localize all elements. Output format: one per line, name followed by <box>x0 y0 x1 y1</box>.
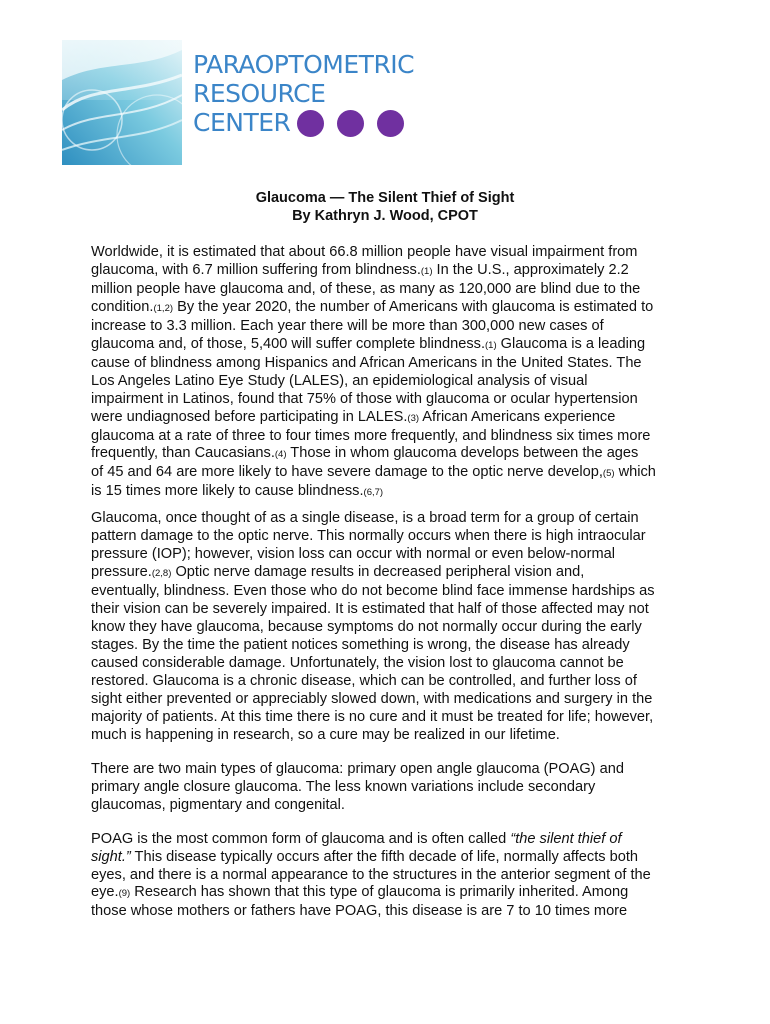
paragraph-4 <box>91 831 691 922</box>
text-line: glaucomas, pigmentary and congenital. <box>91 796 345 813</box>
text-line: of 45 and 64 are more likely to have severe damage to the optic nerve develop,(5) which <box>91 464 656 481</box>
text-line: Worldwide, it is estimated that about 66.8 million people have visual impairment from <box>91 244 638 260</box>
purple-dot-icon <box>297 110 324 137</box>
citation: (4) <box>274 449 287 461</box>
text-line: increase to 3.3 million. Each year there will be more than 300,000 new cases of <box>91 317 604 334</box>
article-title: Glaucoma — The Silent Thief of Sight <box>255 190 515 206</box>
text-line: restored. Glaucoma is a chronic disease, which can be controlled, and further loss of <box>91 672 637 689</box>
citation: (6,7) <box>363 487 384 499</box>
citation: (1) <box>485 339 497 351</box>
text-line: stages. By the time the patient notices something is wrong, the disease has already <box>91 637 630 654</box>
text-line: sight either prevented or appreciably slowed down, with medications and surgery in the <box>91 690 653 707</box>
text-line: primary angle closure glaucoma. The less known variations include secondary <box>91 778 596 795</box>
text-line: pattern damage to the optic nerve. This normally occurs when there is high intraocular <box>91 528 646 545</box>
purple-dot-icon <box>377 110 404 137</box>
text-line: is 15 times more likely to cause blindness.(6,7) <box>91 483 384 500</box>
text-line: caused considerable damage. Unfortunately, the vision lost to glaucoma cannot be <box>91 654 624 671</box>
text-line: much is happening in research, so a cure may be realized in our lifetime. <box>91 726 560 743</box>
text-line: glaucoma at a rate of three to four times more frequently, and blindness six times more <box>91 427 651 444</box>
text-line: eventually, blindness. Even those who do not become blind face immense hardships as <box>91 583 655 600</box>
text-line: glaucoma, with 6.7 million suffering from blindness.(1) In the U.S., approximately 2.2 <box>91 261 629 278</box>
text-line: glaucoma and, of those, 5,400 will suffer complete blindness.(1) Glaucoma is a leading <box>91 335 646 352</box>
logo-line-1: PARAOPTOMETRIC <box>193 50 415 79</box>
text-line: Glaucoma, once thought of as a single disease, is a broad term for a group of certain <box>91 510 639 527</box>
text-line: There are two main types of glaucoma: primary open angle glaucoma (POAG) and <box>91 760 624 777</box>
article-header <box>0 189 770 225</box>
logo-wave-graphic <box>62 40 182 165</box>
text-line: eye.(9) Research has shown that this type of glaucoma is primarily inherited. Among <box>91 884 629 901</box>
purple-dot-icon <box>337 110 364 137</box>
citation: (9) <box>118 888 131 900</box>
text-line: POAG is the most common form of glaucoma and is often called “the silent thief of <box>91 830 622 847</box>
text-line: cause of blindness among Hispanics and African Americans in the United States. The <box>91 354 642 371</box>
text-line: sight.” This disease typically occurs after the fifth decade of life, normally affects both <box>91 848 639 865</box>
article-byline: By Kathryn J. Wood, CPOT <box>292 208 478 224</box>
text-line: impairment in Latinos, found that 75% of those with glaucoma or ocular hypertension <box>91 390 638 407</box>
paragraph-2 <box>91 510 691 744</box>
text-line: pressure (IOP); however, vision loss can occur with normal or even below-normal <box>91 546 615 563</box>
text-line: condition.(1,2) By the year 2020, the number of Americans with glaucoma is estimated to <box>91 298 654 315</box>
citation: (3) <box>407 412 420 424</box>
quote-italic: sight.” <box>91 848 131 865</box>
citation: (1,2) <box>153 302 174 314</box>
text-line: those whose mothers or fathers have POAG, this disease is are 7 to 10 times more <box>91 903 628 920</box>
text-line: eyes, and there is a normal appearance to the structures in the anterior segment of the <box>91 866 651 883</box>
logo-line-2: RESOURCE <box>193 79 326 108</box>
text-line: were undiagnosed before participating in LALES.(3) African Americans experience <box>91 408 616 425</box>
citation: (1) <box>420 265 433 277</box>
paragraph-1 <box>91 244 691 502</box>
quote-italic: “the silent thief of <box>510 830 622 847</box>
logo-line-3: CENTER <box>193 108 291 137</box>
logo <box>62 40 442 165</box>
paragraph-3 <box>91 761 691 815</box>
text-line: their vision can be severely impaired. It is estimated that half of those affected may not <box>91 601 649 618</box>
text-line: frequently, than Caucasians.(4) Those in whom glaucoma develops between the ages <box>91 445 639 462</box>
citation: (2,8) <box>151 568 172 580</box>
text-line: million people have glaucoma and, of these, as many as 120,000 are blind due to the <box>91 280 641 297</box>
text-line: know they have glaucoma, because symptoms do not normally occur during the early <box>91 619 642 636</box>
text-line: pressure.(2,8) Optic nerve damage results in decreased peripheral vision and, <box>91 564 585 581</box>
article-body <box>91 244 691 921</box>
text-line: majority of patients. At this time there is no cure and it must be treated for life; however, <box>91 708 654 725</box>
citation: (5) <box>602 468 615 480</box>
text-line: Los Angeles Latino Eye Study (LALES), an epidemiological analysis of visual <box>91 372 588 389</box>
